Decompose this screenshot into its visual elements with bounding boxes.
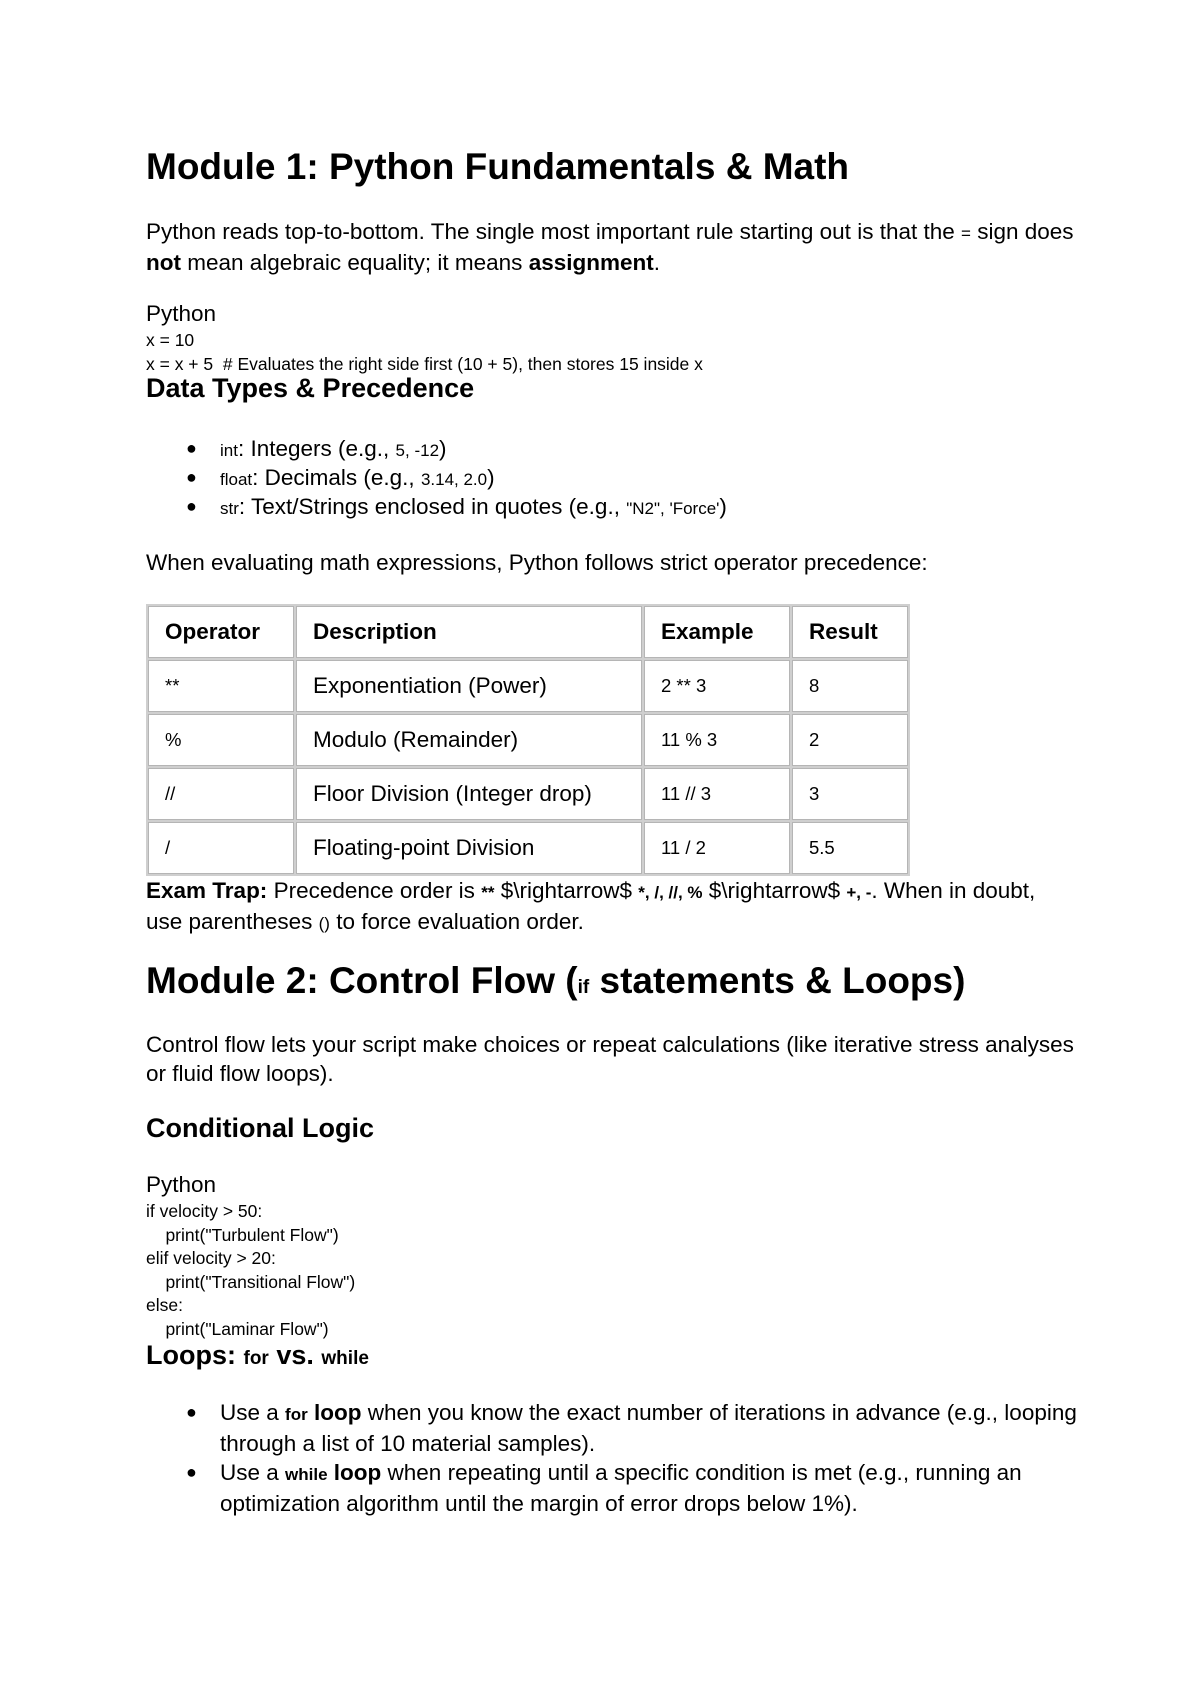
code-line: else: xyxy=(146,1295,183,1315)
data-types-list xyxy=(182,434,727,521)
intro-text-2: sign does xyxy=(977,219,1074,244)
module1-intro xyxy=(146,217,1076,277)
list-item: ● Use a while loop when repeating until a specific condition is met (e.g., running an optimization algorithm until the margin of error drops below 1%). xyxy=(186,1460,1022,1516)
table-cell: Floating-point Division xyxy=(296,822,642,874)
table-cell: // xyxy=(148,768,294,820)
table-row xyxy=(148,660,908,712)
list-item: ● str: Text/Strings enclosed in quotes (e.g., "N2", 'Force') xyxy=(186,494,727,519)
module1-title: Module 1: Python Fundamentals & Math xyxy=(146,146,850,187)
table-cell: ** xyxy=(148,660,294,712)
module2-title: Module 2: Control Flow (if statements & Loops) xyxy=(146,960,966,1001)
intro-text-3: mean algebraic equality; it means xyxy=(187,250,523,275)
table-cell: 2 xyxy=(792,714,908,766)
code-label: Python xyxy=(146,1172,217,1197)
code-block-assignment xyxy=(146,329,703,376)
module2-intro: Control flow lets your script make choices or repeat calculations (like iterative stress analyses or fluid flow loops). xyxy=(146,1032,1074,1086)
code-line: print("Turbulent Flow") xyxy=(146,1224,339,1245)
precedence-intro: When evaluating math expressions, Python follows strict operator precedence: xyxy=(146,550,928,575)
table-header: Result xyxy=(792,606,908,658)
bullet-icon: ● xyxy=(186,1402,197,1422)
table-cell: 11 / 2 xyxy=(644,822,790,874)
bullet-icon: ● xyxy=(186,1462,197,1482)
code-line: if velocity > 50: xyxy=(146,1201,263,1221)
code-label: Python xyxy=(146,301,217,326)
exam-trap-label: Exam Trap: xyxy=(146,878,268,903)
bullet-icon: ● xyxy=(186,438,197,458)
data-types-title: Data Types & Precedence xyxy=(146,373,475,403)
table-cell: 5.5 xyxy=(792,822,908,874)
code-block-conditional xyxy=(146,1200,355,1341)
code-line: print("Laminar Flow") xyxy=(146,1318,329,1339)
table-cell: Modulo (Remainder) xyxy=(296,714,642,766)
code-line: elif velocity > 20: xyxy=(146,1248,276,1268)
code-line: x = x + 5 # Evaluates the right side first (10 + 5), then stores 15 inside x xyxy=(146,353,703,374)
loops-list xyxy=(182,1398,1080,1518)
intro-not: not xyxy=(146,250,181,275)
bullet-icon: ● xyxy=(186,496,197,516)
intro-eq: = xyxy=(961,224,971,243)
table-cell: 11 % 3 xyxy=(644,714,790,766)
list-item: ● int: Integers (e.g., 5, -12) xyxy=(186,436,447,461)
table-cell: Floor Division (Integer drop) xyxy=(296,768,642,820)
intro-assignment: assignment xyxy=(528,250,654,275)
table-header: Example xyxy=(644,606,790,658)
table-row xyxy=(148,714,908,766)
intro-text-4: . xyxy=(653,250,661,275)
code-line: print("Transitional Flow") xyxy=(146,1271,356,1292)
table-cell: 11 // 3 xyxy=(644,768,790,820)
table-row xyxy=(148,768,908,820)
code-line: x = 10 xyxy=(146,330,195,350)
list-item: ● Use a for loop when you know the exact number of iterations in advance (e.g., looping through a list of 10 material samples). xyxy=(186,1400,1077,1456)
operator-table xyxy=(146,604,910,876)
table-header: Operator xyxy=(148,606,294,658)
table-row xyxy=(148,822,908,874)
loops-title: Loops: for vs. while xyxy=(146,1340,369,1370)
table-cell: 8 xyxy=(792,660,908,712)
table-cell: 3 xyxy=(792,768,908,820)
table-header: Description xyxy=(296,606,642,658)
table-header-row xyxy=(148,606,908,658)
table-cell: Exponentiation (Power) xyxy=(296,660,642,712)
table-cell: % xyxy=(148,714,294,766)
table-cell: / xyxy=(148,822,294,874)
table-cell: 2 ** 3 xyxy=(644,660,790,712)
conditional-logic-title: Conditional Logic xyxy=(146,1113,374,1143)
exam-trap-note: Exam Trap: Precedence order is ** $\rightarrow$ *, /, //, % $\rightarrow$ +, -. When in doubt, use parentheses () to force evaluation order. xyxy=(146,878,1036,934)
list-item: ● float: Decimals (e.g., 3.14, 2.0) xyxy=(186,465,495,490)
bullet-icon: ● xyxy=(186,467,197,487)
intro-text-1: Python reads top-to-bottom. The single most important rule starting out is that the xyxy=(146,219,955,244)
